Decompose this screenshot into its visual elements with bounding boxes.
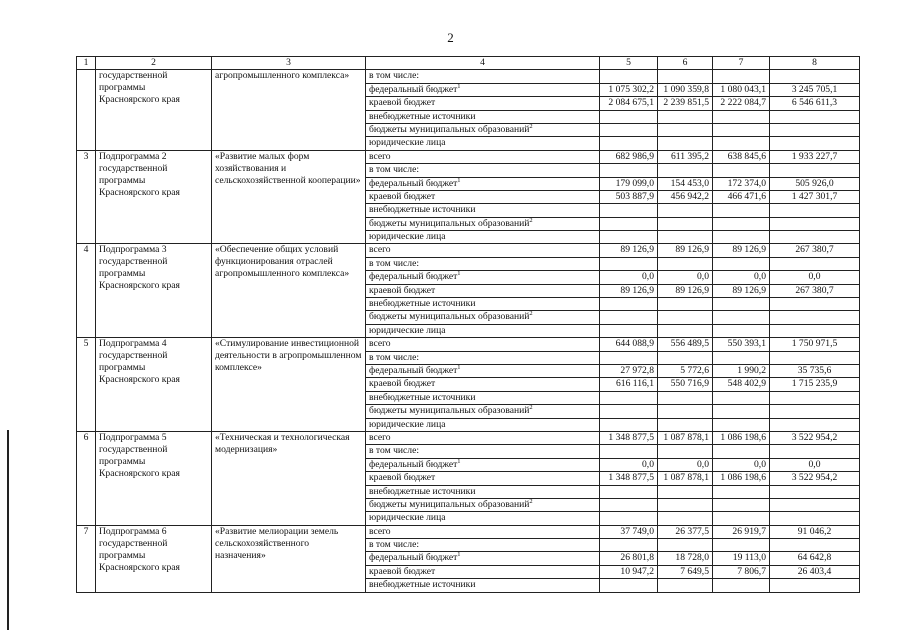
scan-edge-mark (7, 430, 9, 630)
year-value: 456 942,2 (658, 190, 713, 203)
funding-source-text: в том числе: (369, 445, 420, 457)
column-header: 3 (212, 57, 366, 70)
total-value (770, 311, 860, 324)
program-name: Подпрограмма 6 государственной программы Красноярского края (96, 525, 212, 592)
year-value: 26 377,5 (658, 525, 713, 538)
funding-source-label (366, 217, 600, 230)
funding-source-label (366, 298, 600, 311)
program-name: Подпрограмма 2 государственной программы Красноярского края (96, 150, 212, 244)
total-value: 64 642,8 (770, 552, 860, 565)
year-value: 26 919,7 (713, 525, 770, 538)
year-value (658, 70, 713, 83)
table-row (77, 525, 860, 538)
total-value: 26 403,4 (770, 565, 860, 578)
funding-source-label (366, 539, 600, 552)
page-number: 2 (447, 30, 454, 45)
year-value (713, 257, 770, 270)
year-value (713, 204, 770, 217)
funding-source-text: федеральный бюджет (369, 83, 458, 95)
year-value (600, 512, 658, 525)
year-value (600, 445, 658, 458)
year-value: 466 471,6 (713, 190, 770, 203)
total-value (770, 324, 860, 337)
funding-source-label (366, 364, 600, 377)
year-value: 638 845,6 (713, 150, 770, 163)
year-value: 556 489,5 (658, 338, 713, 351)
year-value: 1 087 878,1 (658, 431, 713, 444)
year-value: 37 749,0 (600, 525, 658, 538)
total-value: 3 522 954,2 (770, 472, 860, 485)
footnote-mark: 2 (529, 217, 533, 224)
footnote-mark: 1 (457, 177, 461, 184)
year-value (713, 217, 770, 230)
year-value (713, 445, 770, 458)
year-value (658, 164, 713, 177)
year-value (713, 539, 770, 552)
year-value (658, 418, 713, 431)
year-value (658, 485, 713, 498)
program-name: Подпрограмма 5 государственной программы Красноярского края (96, 431, 212, 525)
funding-source-label (366, 150, 600, 163)
total-value: 1 427 301,7 (770, 190, 860, 203)
year-value: 1 075 302,2 (600, 83, 658, 96)
year-value (658, 217, 713, 230)
year-value (713, 164, 770, 177)
row-number: 6 (77, 431, 96, 525)
year-value (658, 498, 713, 511)
year-value (600, 70, 658, 83)
funding-source-label (366, 190, 600, 203)
funding-source-label (366, 445, 600, 458)
year-value: 89 126,9 (658, 244, 713, 257)
year-value: 26 801,8 (600, 552, 658, 565)
column-header: 4 (366, 57, 600, 70)
year-value (658, 324, 713, 337)
funding-source-text: всего (369, 338, 391, 350)
year-value (713, 391, 770, 404)
funding-source-label (366, 485, 600, 498)
program-title: агропромышленного комплекса» (212, 70, 366, 150)
funding-source-label (366, 512, 600, 525)
table-header-row (77, 57, 860, 70)
funding-source-text: бюджеты муниципальных образований (369, 311, 530, 323)
footnote-mark: 2 (529, 498, 533, 505)
year-value: 7 649,5 (658, 565, 713, 578)
funding-source-text: внебюджетные источники (369, 204, 476, 216)
footnote-mark: 2 (529, 123, 533, 130)
funding-source-label (366, 552, 600, 565)
year-value: 27 972,8 (600, 364, 658, 377)
total-value: 267 380,7 (770, 284, 860, 297)
funding-source-text: бюджеты муниципальных образований (369, 498, 530, 510)
year-value (600, 324, 658, 337)
year-value: 616 116,1 (600, 378, 658, 391)
year-value: 1 990,2 (713, 364, 770, 377)
year-value (658, 445, 713, 458)
funding-source-label (366, 338, 600, 351)
year-value: 89 126,9 (713, 244, 770, 257)
footnote-mark: 1 (457, 270, 461, 278)
total-value (770, 579, 860, 592)
total-value: 6 546 611,3 (770, 97, 860, 110)
funding-source-label (366, 244, 600, 257)
program-title: «Развитие мелиорации земель сельскохозяйственного назначения» (212, 525, 366, 592)
year-value: 503 887,9 (600, 190, 658, 203)
funding-source-text: в том числе: (369, 164, 420, 176)
year-value (600, 137, 658, 150)
funding-source-text: юридические лица (369, 512, 446, 524)
year-value (658, 110, 713, 123)
year-value (658, 579, 713, 592)
funding-source-label (366, 431, 600, 444)
year-value (713, 298, 770, 311)
year-value: 19 113,0 (713, 552, 770, 565)
funding-source-label (366, 565, 600, 578)
funding-source-label (366, 525, 600, 538)
year-value (600, 311, 658, 324)
year-value (658, 298, 713, 311)
funding-source-text: юридические лица (369, 418, 446, 430)
program-name: Подпрограмма 4 государственной программы Красноярского края (96, 338, 212, 432)
total-value: 267 380,7 (770, 244, 860, 257)
funding-source-label (366, 418, 600, 431)
year-value (713, 498, 770, 511)
funding-source-label (366, 83, 600, 96)
year-value: 1 348 877,5 (600, 472, 658, 485)
year-value (600, 123, 658, 136)
year-value (600, 110, 658, 123)
year-value: 0,0 (713, 271, 770, 284)
total-value: 1 715 235,9 (770, 378, 860, 391)
year-value (600, 418, 658, 431)
funding-source-text: в том числе: (369, 70, 420, 82)
funding-source-label (366, 378, 600, 391)
year-value (600, 298, 658, 311)
total-value (770, 498, 860, 511)
year-value (713, 485, 770, 498)
row-number: 7 (77, 525, 96, 592)
year-value: 2 239 851,5 (658, 97, 713, 110)
funding-source-text: внебюджетные источники (369, 391, 476, 403)
year-value (713, 405, 770, 418)
year-value (600, 204, 658, 217)
footnote-mark: 1 (457, 364, 461, 371)
year-value: 644 088,9 (600, 338, 658, 351)
total-value (770, 110, 860, 123)
funding-source-text: внебюджетные источники (369, 579, 476, 591)
column-header: 8 (770, 57, 860, 70)
program-title: «Обеспечение общих условий функционирования отраслей агропромышленного комплекса» (212, 244, 366, 338)
year-value: 1 087 878,1 (658, 472, 713, 485)
year-value (658, 351, 713, 364)
total-value (770, 137, 860, 150)
funding-source-label (366, 405, 600, 418)
total-value (770, 298, 860, 311)
year-value: 89 126,9 (600, 284, 658, 297)
year-value: 154 453,0 (658, 177, 713, 190)
year-value (658, 391, 713, 404)
funding-source-text: краевой бюджет (369, 190, 436, 202)
funding-source-text: бюджеты муниципальных образований (369, 405, 530, 417)
year-value (658, 512, 713, 525)
year-value (600, 579, 658, 592)
column-header: 7 (713, 57, 770, 70)
total-value (770, 123, 860, 136)
funding-source-text: внебюджетные источники (369, 110, 476, 122)
funding-source-label (366, 351, 600, 364)
funding-source-label (366, 311, 600, 324)
funding-source-label (366, 110, 600, 123)
year-value: 548 402,9 (713, 378, 770, 391)
total-value (770, 539, 860, 552)
table-row (77, 431, 860, 444)
funding-source-text: юридические лица (369, 231, 446, 243)
year-value: 0,0 (600, 271, 658, 284)
funding-source-text: юридические лица (369, 137, 446, 149)
funding-source-text: бюджеты муниципальных образований (369, 217, 530, 229)
total-value: 1 750 971,5 (770, 338, 860, 351)
total-value: 0,0 (770, 271, 860, 284)
total-value (770, 164, 860, 177)
total-value (770, 257, 860, 270)
year-value (600, 231, 658, 244)
funding-table (76, 56, 860, 593)
total-value (770, 391, 860, 404)
year-value: 0,0 (600, 458, 658, 471)
funding-source-text: внебюджетные источники (369, 298, 476, 310)
year-value (658, 123, 713, 136)
year-value (600, 485, 658, 498)
total-value (770, 445, 860, 458)
year-value: 0,0 (658, 458, 713, 471)
year-value: 0,0 (658, 271, 713, 284)
funding-source-label (366, 284, 600, 297)
total-value (770, 351, 860, 364)
year-value (658, 137, 713, 150)
year-value: 89 126,9 (658, 284, 713, 297)
year-value: 1 086 198,6 (713, 431, 770, 444)
funding-source-text: всего (369, 244, 391, 256)
total-value (770, 405, 860, 418)
funding-source-text: федеральный бюджет (369, 458, 458, 470)
year-value (713, 311, 770, 324)
year-value (600, 391, 658, 404)
year-value: 1 086 198,6 (713, 472, 770, 485)
year-value (600, 257, 658, 270)
row-number: 3 (77, 150, 96, 244)
total-value: 91 046,2 (770, 525, 860, 538)
year-value (658, 231, 713, 244)
total-value: 3 522 954,2 (770, 431, 860, 444)
footnote-mark: 1 (457, 551, 461, 559)
year-value (600, 164, 658, 177)
funding-source-label (366, 498, 600, 511)
year-value (600, 405, 658, 418)
year-value: 5 772,6 (658, 364, 713, 377)
funding-source-text: всего (369, 431, 391, 443)
table-row (77, 150, 860, 163)
funding-source-label (366, 231, 600, 244)
program-name: Подпрограмма 3 государственной программы Красноярского края (96, 244, 212, 338)
year-value (600, 351, 658, 364)
year-value: 0,0 (713, 458, 770, 471)
year-value: 10 947,2 (600, 565, 658, 578)
total-value (770, 485, 860, 498)
total-value (770, 204, 860, 217)
total-value: 505 926,0 (770, 177, 860, 190)
year-value (713, 579, 770, 592)
year-value: 550 716,9 (658, 378, 713, 391)
funding-source-label (366, 472, 600, 485)
funding-source-text: внебюджетные источники (369, 485, 476, 497)
funding-source-text: краевой бюджет (369, 97, 436, 109)
funding-source-text: в том числе: (369, 351, 420, 363)
funding-source-label (366, 324, 600, 337)
funding-source-text: федеральный бюджет (369, 364, 458, 376)
program-name: государственной программы Красноярского края (96, 70, 212, 150)
year-value: 2 084 675,1 (600, 97, 658, 110)
table-row (77, 338, 860, 351)
funding-source-label (366, 70, 600, 83)
year-value (658, 257, 713, 270)
funding-source-label (366, 177, 600, 190)
funding-source-label (366, 271, 600, 284)
funding-source-text: краевой бюджет (369, 378, 436, 390)
funding-source-text: бюджеты муниципальных образований (369, 123, 530, 135)
year-value: 89 126,9 (713, 284, 770, 297)
funding-source-text: краевой бюджет (369, 565, 436, 577)
funding-source-label (366, 257, 600, 270)
row-number: 5 (77, 338, 96, 432)
year-value (713, 137, 770, 150)
total-value (770, 217, 860, 230)
funding-source-label (366, 391, 600, 404)
footnote-mark: 2 (529, 310, 533, 318)
year-value (658, 204, 713, 217)
year-value (600, 498, 658, 511)
program-title: «Техническая и технологическая модернизация» (212, 431, 366, 525)
footnote-mark: 2 (529, 404, 533, 412)
total-value (770, 70, 860, 83)
total-value (770, 512, 860, 525)
row-number (77, 70, 96, 150)
column-header: 6 (658, 57, 713, 70)
funding-source-label (366, 204, 600, 217)
year-value: 179 099,0 (600, 177, 658, 190)
year-value: 18 728,0 (658, 552, 713, 565)
column-header: 5 (600, 57, 658, 70)
program-title: «Стимулирование инвестиционной деятельности в агропромышленном комплексе» (212, 338, 366, 432)
year-value: 89 126,9 (600, 244, 658, 257)
funding-source-text: федеральный бюджет (369, 177, 458, 189)
funding-source-label (366, 97, 600, 110)
funding-source-label (366, 123, 600, 136)
funding-source-text: федеральный бюджет (369, 552, 458, 564)
funding-source-label (366, 137, 600, 150)
column-header: 1 (77, 57, 96, 70)
year-value (658, 311, 713, 324)
funding-source-text: федеральный бюджет (369, 271, 458, 283)
funding-source-label (366, 164, 600, 177)
column-header: 2 (96, 57, 212, 70)
year-value: 611 395,2 (658, 150, 713, 163)
year-value: 1 348 877,5 (600, 431, 658, 444)
year-value: 1 090 359,8 (658, 83, 713, 96)
total-value: 3 245 705,1 (770, 83, 860, 96)
year-value (713, 231, 770, 244)
funding-source-text: всего (369, 150, 391, 162)
total-value: 0,0 (770, 458, 860, 471)
year-value: 7 806,7 (713, 565, 770, 578)
total-value (770, 231, 860, 244)
total-value: 35 735,6 (770, 364, 860, 377)
year-value (713, 418, 770, 431)
program-title: «Развитие малых форм хозяйствования и сельскохозяйственной кооперации» (212, 150, 366, 244)
year-value (713, 324, 770, 337)
year-value (600, 217, 658, 230)
year-value (713, 351, 770, 364)
year-value (713, 70, 770, 83)
year-value (713, 512, 770, 525)
year-value (713, 110, 770, 123)
funding-source-text: в том числе: (369, 257, 420, 269)
table-row (77, 70, 860, 83)
year-value: 172 374,0 (713, 177, 770, 190)
table-row (77, 244, 860, 257)
total-value: 1 933 227,7 (770, 150, 860, 163)
year-value: 550 393,1 (713, 338, 770, 351)
row-number: 4 (77, 244, 96, 338)
footnote-mark: 1 (457, 458, 461, 465)
year-value: 2 222 084,7 (713, 97, 770, 110)
year-value (713, 123, 770, 136)
footnote-mark: 1 (457, 83, 461, 90)
year-value: 682 986,9 (600, 150, 658, 163)
year-value (658, 539, 713, 552)
funding-source-text: юридические лица (369, 324, 446, 336)
funding-source-label (366, 458, 600, 471)
year-value: 1 080 043,1 (713, 83, 770, 96)
funding-source-text: в том числе: (369, 539, 420, 551)
funding-source-label (366, 579, 600, 592)
year-value (600, 539, 658, 552)
year-value (658, 405, 713, 418)
funding-source-text: всего (369, 525, 391, 537)
funding-source-text: краевой бюджет (369, 284, 436, 296)
funding-source-text: краевой бюджет (369, 472, 436, 484)
total-value (770, 418, 860, 431)
